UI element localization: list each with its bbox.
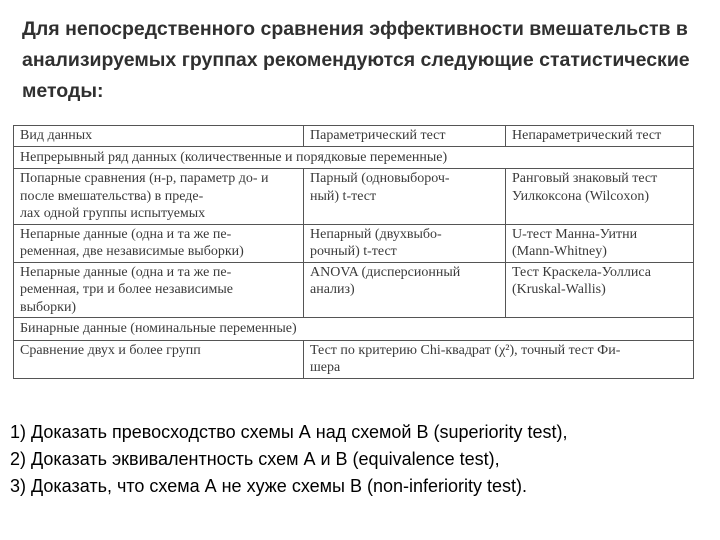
- row-data-type: Непарные данные (одна и та же пе- ременная, две независимые выборки): [14, 224, 304, 262]
- header-parametric-test: Параметрический тест: [304, 126, 506, 147]
- row-test-merged: Тест по критерию Chi-квадрат (χ²), точный тест Фи- шера: [304, 340, 694, 378]
- row-parametric: Непарный (двухвыбо- рочный) t-тест: [304, 224, 506, 262]
- row-nonparametric: U-тест Манна-Уитни (Mann-Whitney): [506, 224, 694, 262]
- row-nonparametric: Ранговый знаковый тест Уилкоксона (Wilcoxon): [506, 169, 694, 225]
- table-section-row: [14, 146, 694, 169]
- row-data-type: Сравнение двух и более групп: [14, 340, 304, 378]
- section-continuous-data: Непрерывный ряд данных (количественные и порядковые переменные): [14, 146, 694, 169]
- row-data-type: Попарные сравнения (н-р, параметр до- и после вмешательства) в преде- лах одной группы испытуемых: [14, 169, 304, 225]
- list-item: 1) Доказать превосходство схемы А над схемой В (superiority test),: [10, 422, 568, 442]
- table-header-row: [14, 126, 694, 147]
- row-data-type: Непарные данные (одна и та же пе- ременная, три и более независимые выборки): [14, 262, 304, 318]
- section-binary-data: Бинарные данные (номинальные переменные): [14, 318, 694, 341]
- list-item: 3) Доказать, что схема А не хуже схемы В (non-inferiority test).: [10, 476, 527, 496]
- hypothesis-list: [10, 419, 715, 500]
- table-row: [14, 224, 694, 262]
- statistical-methods-table: [13, 125, 694, 379]
- table-section-row: [14, 318, 694, 341]
- list-item: 2) Доказать эквивалентность схем А и В (equivalence test),: [10, 449, 500, 469]
- row-parametric: ANOVA (дисперсионный анализ): [304, 262, 506, 318]
- table-row: [14, 340, 694, 378]
- row-parametric: Парный (одновыбороч- ный) t-тест: [304, 169, 506, 225]
- header-data-type: Вид данных: [14, 126, 304, 147]
- table-row: [14, 262, 694, 318]
- slide-title: Для непосредственного сравнения эффективности вмешательств в анализируемых группах рекомендуются следующие статистические методы:: [22, 18, 690, 102]
- header-nonparametric-test: Непараметрический тест: [506, 126, 694, 147]
- table-row: [14, 169, 694, 225]
- row-nonparametric: Тест Краскела-Уоллиса (Kruskal-Wallis): [506, 262, 694, 318]
